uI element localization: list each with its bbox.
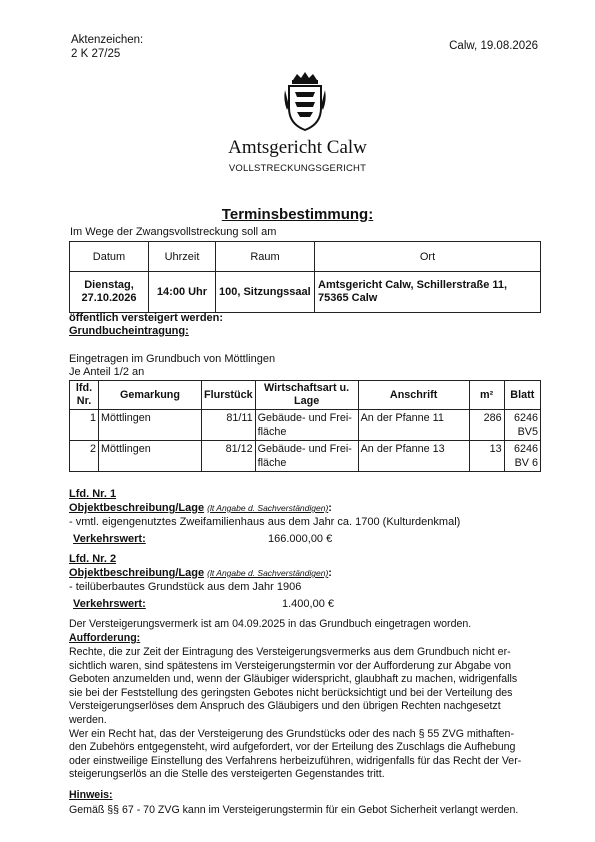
ort-line-1: Amtsgericht Calw, Schillerstraße 11, <box>318 279 508 291</box>
objekt-colon: : <box>328 567 332 579</box>
aufforderung-line: sichtlich waren, sind spätestens im Versteigerungstermin vor der Aufforderung zur Abgabe von <box>69 659 512 672</box>
cell-gemarkung: Möttlingen <box>99 441 202 472</box>
item-2-verkehrswert: 1.400,00 € <box>282 598 334 610</box>
table-header-row <box>70 381 541 410</box>
place-date: Calw, 19.08.2026 <box>449 40 538 52</box>
objekt-label: Objektbeschreibung/Lage <box>69 502 205 514</box>
aufforderung-line: Versteigerungserlöses dem Anspruch des Gläubigers und den übrigen Rechten nachgesetzt <box>69 700 501 713</box>
aufforderung-line: Rechte, die zur Zeit der Eintragung des Versteigerungsvermerks aus dem Grundbuch nicht er- <box>69 646 511 658</box>
document-title: Terminsbestimmung: <box>221 206 374 223</box>
aufforderung-line: werden. <box>69 713 107 726</box>
cell-m2: 13 <box>469 441 504 472</box>
cell-gemarkung: Möttlingen <box>99 410 202 441</box>
item-2-beschreibung: - teilüberbautes Grundstück aus dem Jahr 1906 <box>69 581 302 593</box>
aufforderung-line: Geboten anzumelden und, wenn der Gläubiger widerspricht, glaubhaft zu machen, widrigenfalls <box>69 673 518 686</box>
cell-flurstueck: 81/11 <box>202 410 256 441</box>
cell-flurstueck: 81/12 <box>202 441 256 472</box>
cell-lfd: 2 <box>70 441 99 472</box>
datum-line-1: Dienstag, <box>84 279 134 291</box>
table-row <box>70 410 541 441</box>
versteigert-text: öffentlich versteigert werden: <box>69 312 224 324</box>
court-name: Amtsgericht Calw <box>228 137 367 158</box>
header-gemarkung: Gemarkung <box>99 381 202 410</box>
cell-m2: 286 <box>469 410 504 441</box>
datum-line-2: 27.10.2026 <box>81 292 137 304</box>
ort-line-2: 75365 Calw <box>318 292 378 304</box>
item-2-heading: Lfd. Nr. 2 <box>69 553 117 565</box>
header-uhrzeit: Uhrzeit <box>149 242 216 272</box>
hinweis-heading: Hinweis: <box>69 789 113 801</box>
eingetragen-text: Eingetragen im Grundbuch von Möttlingen <box>69 353 276 365</box>
aktenzeichen-block <box>71 33 143 61</box>
item-1-beschreibung: - vmtl. eigengenutztes Zweifamilienhaus aus dem Jahr ca. 1700 (Kulturdenkmal) <box>69 516 461 528</box>
wirt-line-1: Gebäude- und Frei- <box>257 412 352 424</box>
table-row <box>70 272 541 313</box>
objekt-colon: : <box>328 502 332 514</box>
table-row <box>70 441 541 472</box>
item-1-verkehrswert: 166.000,00 € <box>268 533 333 545</box>
aufforderung-line: sie bei der Feststellung des geringsten Gebotes nicht berücksichtigt und bei der Verteilung des <box>69 686 513 699</box>
header-lfd <box>70 381 99 410</box>
header-wirtschaftsart <box>255 381 358 410</box>
grundbuch-heading: Grundbucheintragung: <box>69 325 189 337</box>
objekt-label: Objektbeschreibung/Lage <box>69 567 205 579</box>
header-ort: Ort <box>315 242 541 272</box>
header-anschrift: Anschrift <box>358 381 469 410</box>
item-1-objekt <box>69 502 332 514</box>
cell-datum <box>70 272 149 313</box>
header-flurstueck: Flurstück <box>202 381 256 410</box>
header-m2: m² <box>469 381 504 410</box>
parcel-table <box>69 380 541 472</box>
header-blatt: Blatt <box>504 381 540 410</box>
item-2-verkehrswert-label: Verkehrswert: <box>73 598 146 610</box>
lfd-line-2: Nr. <box>76 395 92 407</box>
cell-wirtschaftsart <box>255 441 358 472</box>
header-raum: Raum <box>216 242 315 272</box>
aufforderung-line: den Zubehörs entgegensteht, wird aufgefordert, vor der Erteilung des Zuschlags die Aufhebung <box>69 741 516 754</box>
cell-anschrift: An der Pfanne 11 <box>358 410 469 441</box>
wirtschaftsart-line-2: Lage <box>294 395 320 407</box>
item-1-verkehrswert-label: Verkehrswert: <box>73 533 146 545</box>
court-department: VOLLSTRECKUNGSGERICHT <box>228 163 367 174</box>
hinweis-text: Gemäß §§ 67 - 70 ZVG kann im Versteigerungstermin für ein Gebot Sicherheit verlangt werden. <box>69 804 519 816</box>
aktenzeichen-label: Aktenzeichen: <box>71 34 144 46</box>
intro-text: Im Wege der Zwangsvollstreckung soll am <box>70 226 277 238</box>
cell-raum: 100, Sitzungssaal <box>216 272 315 313</box>
wirt-line-2: fläche <box>257 426 287 438</box>
vermerk-text: Der Versteigerungsvermerk ist am 04.09.2025 in das Grundbuch eingetragen worden. <box>69 618 472 630</box>
wirt-line-1: Gebäude- und Frei- <box>257 443 352 455</box>
aufforderung-line: steigerungserlös an die Stelle des versteigerten Gegenstandes tritt. <box>69 768 385 781</box>
table-header-row <box>70 242 541 272</box>
cell-blatt <box>504 441 540 472</box>
blatt-line-2: BV5 <box>517 426 538 438</box>
lfd-line-1: lfd. <box>75 382 93 394</box>
header-datum: Datum <box>70 242 149 272</box>
aufforderung-line: Wer ein Recht hat, das der Versteigerung des Grundstücks oder des nach § 55 ZVG mithaften- <box>69 727 514 740</box>
item-1-heading: Lfd. Nr. 1 <box>69 488 117 500</box>
blatt-line-1: 6246 <box>513 412 538 424</box>
coat-of-arms-icon <box>283 70 327 132</box>
cell-ort <box>315 272 541 313</box>
cell-wirtschaftsart <box>255 410 358 441</box>
aufforderung-heading: Aufforderung: <box>69 632 141 644</box>
anteil-text: Je Anteil 1/2 an <box>69 366 145 378</box>
objekt-note: (lt Angabe d. Sachverständigen) <box>207 503 329 513</box>
blatt-line-1: 6246 <box>513 443 538 455</box>
aktenzeichen-value: 2 K 27/25 <box>71 48 121 60</box>
wirt-line-2: fläche <box>257 457 287 469</box>
aufforderung-line: oder einstweilige Einstellung des Verfahrens herbeizuführen, widrigenfalls für das Recht der Ver- <box>69 754 522 767</box>
cell-uhrzeit: 14:00 Uhr <box>149 272 216 313</box>
termin-table <box>69 241 541 313</box>
blatt-line-2: BV 6 <box>514 457 538 469</box>
aufforderung-paragraph <box>69 646 549 782</box>
cell-blatt <box>504 410 540 441</box>
item-2-objekt <box>69 567 332 579</box>
wirtschaftsart-line-1: Wirtschaftsart u. <box>264 382 350 394</box>
objekt-note: (lt Angabe d. Sachverständigen) <box>207 568 329 578</box>
cell-lfd: 1 <box>70 410 99 441</box>
cell-anschrift: An der Pfanne 13 <box>358 441 469 472</box>
